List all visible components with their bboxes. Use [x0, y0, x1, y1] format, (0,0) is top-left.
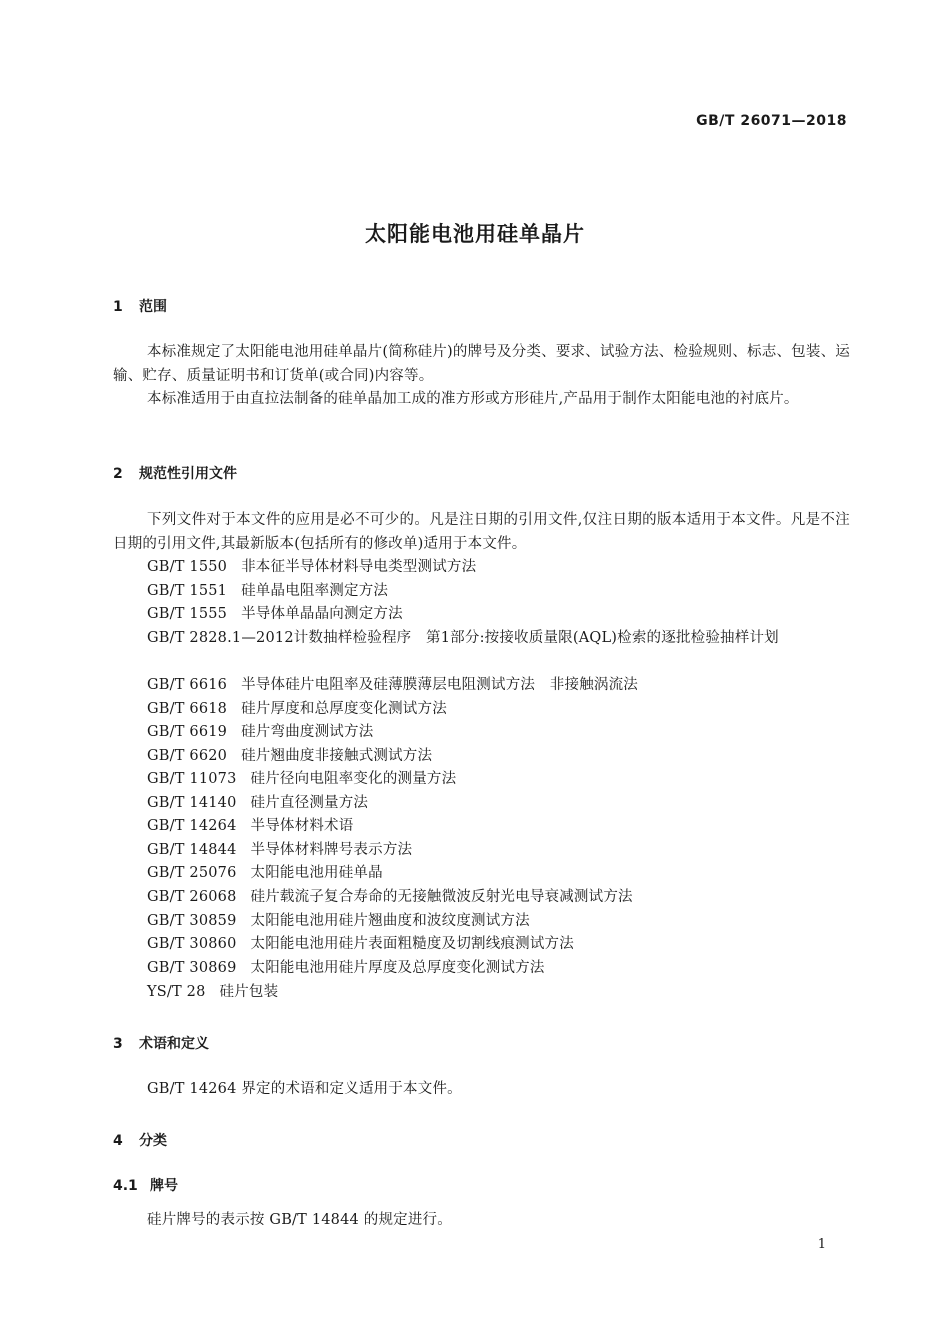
reference-item: [147, 792, 368, 816]
reference-item: [147, 721, 373, 745]
reference-code: GB/T 14264: [147, 818, 237, 834]
reference-code: GB/T 1551: [147, 583, 228, 599]
subsection-4-1-heading: [113, 1175, 178, 1195]
section-title: 术语和定义: [139, 1036, 209, 1052]
reference-title: 硅片直径测量方法: [250, 795, 369, 811]
reference-title: 硅片厚度和总厚度变化测试方法: [241, 701, 447, 717]
reference-code: GB/T 11073: [147, 771, 237, 787]
reference-code: GB/T 30869: [147, 960, 237, 976]
reference-title: 非本征半导体材料导电类型测试方法: [241, 559, 477, 575]
reference-title: 半导体材料术语: [250, 818, 354, 834]
reference-title: 太阳能电池用硅单晶: [250, 865, 383, 881]
section-1-paragraph-1: 本标准规定了太阳能电池用硅单晶片(简称硅片)的牌号及分类、要求、试验方法、检验规则、标志、包装、运输、贮存、质量证明书和订货单(或合同)内容等。: [113, 344, 850, 384]
reference-code: GB/T 6618: [147, 701, 228, 717]
reference-code: YS/T 28: [147, 984, 206, 1000]
reference-code: GB/T 1550: [147, 559, 228, 575]
section-4-heading: [113, 1130, 167, 1150]
section-2-intro: 下列文件对于本文件的应用是必不可少的。凡是注日期的引用文件,仅注日期的版本适用于本文件。凡是不注日期的引用文件,其最新版本(包括所有的修改单)适用于本文件。: [113, 512, 850, 552]
reference-item: [147, 580, 388, 604]
section-3-paragraph-1: GB/T 14264 界定的术语和定义适用于本文件。: [147, 1081, 462, 1097]
document-title: 太阳能电池用硅单晶片: [365, 222, 585, 246]
section-2-heading: [113, 463, 237, 483]
section-number: 2: [113, 466, 123, 482]
section-number: 4: [113, 1133, 123, 1149]
reference-title: 硅片包装: [219, 984, 279, 1000]
section-1-heading: [113, 296, 167, 316]
subsection-4-1-paragraph-1: 硅片牌号的表示按 GB/T 14844 的规定进行。: [147, 1212, 452, 1228]
reference-item: [147, 886, 633, 910]
reference-title: 太阳能电池用硅片翘曲度和波纹度测试方法: [250, 913, 530, 929]
reference-item: [147, 839, 412, 863]
section-title: 范围: [139, 299, 167, 315]
reference-title: 硅片载流子复合寿命的无接触微波反射光电导衰减测试方法: [250, 889, 633, 905]
reference-item: [147, 957, 545, 981]
section-title: 规范性引用文件: [139, 466, 237, 482]
section-1-paragraph-2: 本标准适用于由直拉法制备的硅单晶加工成的准方形或方形硅片,产品用于制作太阳能电池的衬底片。: [147, 391, 799, 407]
reference-item: [147, 910, 530, 934]
reference-code: GB/T 6619: [147, 724, 228, 740]
reference-code: GB/T 6620: [147, 748, 228, 764]
reference-title: 硅片弯曲度测试方法: [241, 724, 374, 740]
reference-item: [147, 933, 574, 957]
reference-item: [147, 674, 638, 698]
reference-title: 半导体单晶晶向测定方法: [241, 606, 403, 622]
reference-title: 太阳能电池用硅片表面粗糙度及切割线痕测试方法: [250, 936, 574, 952]
subsection-title: 牌号: [150, 1178, 178, 1194]
reference-item: [113, 627, 850, 651]
reference-code: GB/T 25076: [147, 865, 237, 881]
reference-code: GB/T 14844: [147, 842, 237, 858]
reference-item: [147, 745, 432, 769]
reference-code: GB/T 2828.1—2012: [147, 630, 294, 646]
reference-code: GB/T 30860: [147, 936, 237, 952]
reference-code: GB/T 26068: [147, 889, 237, 905]
section-number: 1: [113, 299, 123, 315]
standard-number: GB/T 26071—2018: [696, 113, 847, 129]
reference-title: 太阳能电池用硅片厚度及总厚度变化测试方法: [250, 960, 545, 976]
reference-title: 硅单晶电阻率测定方法: [241, 583, 389, 599]
reference-item: [147, 815, 353, 839]
page-number: 1: [817, 1237, 826, 1252]
reference-item: [147, 556, 476, 580]
section-number: 3: [113, 1036, 123, 1052]
reference-item: [147, 862, 383, 886]
section-3-heading: [113, 1033, 209, 1053]
subsection-number: 4.1: [113, 1178, 138, 1194]
reference-title: 半导体材料牌号表示方法: [250, 842, 413, 858]
section-title: 分类: [139, 1133, 167, 1149]
reference-item: [147, 768, 456, 792]
reference-item: [147, 981, 278, 1005]
reference-title: 硅片径向电阻率变化的测量方法: [250, 771, 457, 787]
reference-title: 计数抽样检验程序 第1部分:按接收质量限(AQL)检索的逐批检验抽样计划: [293, 630, 779, 646]
reference-item: [147, 698, 447, 722]
reference-code: GB/T 30859: [147, 913, 237, 929]
reference-item: [147, 603, 403, 627]
reference-title: 硅片翘曲度非接触式测试方法: [241, 748, 433, 764]
reference-code: GB/T 1555: [147, 606, 228, 622]
reference-title: 半导体硅片电阻率及硅薄膜薄层电阻测试方法 非接触涡流法: [241, 677, 639, 693]
reference-code: GB/T 6616: [147, 677, 228, 693]
reference-code: GB/T 14140: [147, 795, 237, 811]
